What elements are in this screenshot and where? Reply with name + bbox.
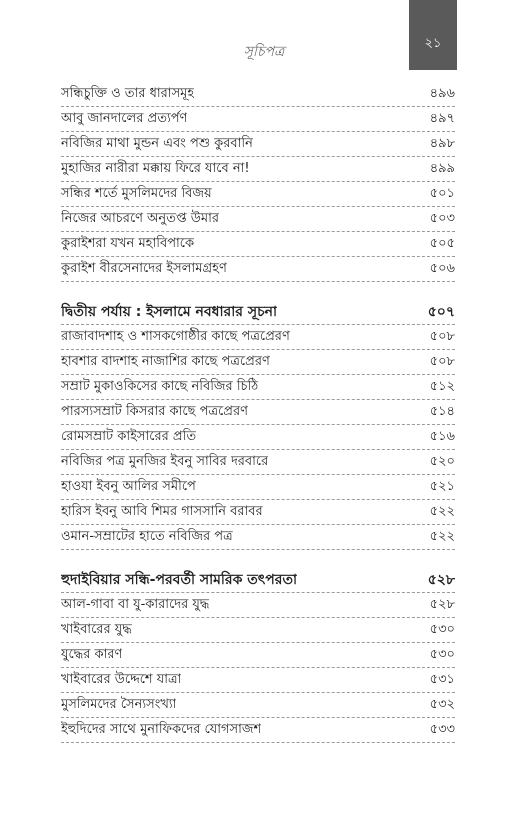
toc-entry-label: মুসলিমদের সৈন্যসংখ্যা xyxy=(61,697,177,712)
toc-entry-row xyxy=(61,132,455,157)
toc-entry-label: আবু জানদালের প্রত্যর্পণ xyxy=(61,111,188,126)
toc-entry-row xyxy=(61,425,455,450)
toc-entry-row xyxy=(61,207,455,232)
toc-entry-row xyxy=(61,82,455,107)
toc-entry-page: ৫০৮ xyxy=(429,354,455,369)
toc-entry-label: হাবশার বাদশাহ নাজাশির কাছে পত্রপ্রেরণ xyxy=(61,354,270,369)
toc-entry-label: রাজাবাদশাহ ও শাসকগোষ্ঠীর কাছে পত্রপ্রেরণ xyxy=(61,329,290,344)
toc-entry-row xyxy=(61,643,455,668)
toc-entry-page: ৪৯৬ xyxy=(429,86,455,101)
toc-entry-page: ৫৩০ xyxy=(429,647,455,662)
toc-entry-page: ৫৩২ xyxy=(429,697,455,712)
page-number: ২১ xyxy=(424,35,442,51)
toc-entry-page: ৪৯৯ xyxy=(429,161,455,176)
toc-entry-page: ৫৩০ xyxy=(429,622,455,637)
toc-entry-label: খাইবারের উদ্দেশে যাত্রা xyxy=(61,672,182,687)
toc-entry-row xyxy=(61,668,455,693)
table-of-contents xyxy=(61,82,455,761)
toc-entry-row xyxy=(61,450,455,475)
toc-section xyxy=(61,82,455,282)
toc-entry-page: ৪৯৭ xyxy=(429,111,455,126)
toc-entry-label: যুদ্ধের কারণ xyxy=(61,647,123,662)
toc-entry-label: দ্বিতীয় পর্যায় : ইসলামে নবধারার সূচনা xyxy=(61,304,278,320)
toc-entry-row xyxy=(61,475,455,500)
toc-entry-label: সন্ধির শর্তে মুসলিমদের বিজয় xyxy=(61,186,212,201)
toc-entry-row xyxy=(61,325,455,350)
toc-entry-label: কুরাইশ বীরসেনাদের ইসলামগ্রহণ xyxy=(61,261,227,276)
toc-entry-label: মুহাজির নারীরা মক্কায় ফিরে যাবে না! xyxy=(61,161,250,176)
toc-entry-label: ইহুদিদের সাথে মুনাফিকদের যোগসাজশ xyxy=(61,722,262,737)
page-number-tab xyxy=(409,0,457,70)
toc-entry-page: ৪৯৮ xyxy=(429,136,455,151)
toc-entry-page: ৫০১ xyxy=(429,186,455,201)
toc-entry-row xyxy=(61,350,455,375)
toc-entry-page: ৫০৭ xyxy=(427,304,455,320)
toc-entry-page: ৫২১ xyxy=(429,479,455,494)
toc-entry-row xyxy=(61,157,455,182)
toc-entry-page: ৫২২ xyxy=(429,529,455,544)
toc-heading-row xyxy=(61,300,455,325)
toc-entry-label: নবিজির পত্র মুনজির ইবনু সাবির দরবারে xyxy=(61,454,269,469)
toc-entry-label: সম্রাট মুকাওকিসের কাছে নবিজির চিঠি xyxy=(61,379,259,394)
toc-entry-label: পারস্যসম্রাট কিসরার কাছে পত্রপ্রেরণ xyxy=(61,404,248,419)
toc-section xyxy=(61,300,455,550)
toc-entry-page: ৫০৮ xyxy=(429,329,455,344)
toc-entry-page: ৫০৩ xyxy=(429,211,455,226)
toc-entry-row xyxy=(61,500,455,525)
toc-entry-row xyxy=(61,257,455,282)
toc-entry-page: ৫১২ xyxy=(429,379,455,394)
toc-section xyxy=(61,568,455,743)
toc-entry-label: রোমসম্রাট কাইসারের প্রতি xyxy=(61,429,197,444)
toc-entry-label: খাইবারের যুদ্ধ xyxy=(61,622,132,637)
toc-entry-label: ওমান-সম্রাটের হাতে নবিজির পত্র xyxy=(61,529,233,544)
toc-entry-page: ৫০৫ xyxy=(429,236,455,251)
toc-entry-row xyxy=(61,718,455,743)
toc-entry-row xyxy=(61,618,455,643)
toc-entry-label: আল-গাবা বা যু-কারাদের যুদ্ধ xyxy=(61,597,210,612)
toc-entry-row xyxy=(61,232,455,257)
toc-entry-page: ৫২৮ xyxy=(429,597,455,612)
toc-entry-row xyxy=(61,400,455,425)
toc-entry-label: হাওযা ইবনু আলির সমীপে xyxy=(61,479,196,494)
toc-entry-page: ৫৩১ xyxy=(429,672,455,687)
toc-entry-label: হুদাইবিয়ার সন্ধি-পরবর্তী সামরিক তৎপরতা xyxy=(61,572,298,588)
toc-entry-label: নিজের আচরণে অনুতপ্ত উমার xyxy=(61,211,220,226)
toc-entry-label: হারিস ইবনু আবি শিমর গাসসানি বরাবর xyxy=(61,504,263,519)
running-header-title: সূচিপত্র xyxy=(243,44,285,60)
toc-entry-row xyxy=(61,107,455,132)
toc-entry-row xyxy=(61,375,455,400)
toc-entry-label: কুরাইশরা যখন মহাবিপাকে xyxy=(61,236,195,251)
toc-entry-label: নবিজির মাথা মুন্ডন এবং পশু কুরবানি xyxy=(61,136,253,151)
toc-heading-row xyxy=(61,568,455,593)
toc-entry-page: ৫১৪ xyxy=(429,404,455,419)
toc-entry-row xyxy=(61,182,455,207)
toc-entry-row xyxy=(61,525,455,550)
toc-entry-row xyxy=(61,593,455,618)
toc-entry-page: ৫২০ xyxy=(429,454,455,469)
toc-entry-label: সন্ধিচুক্তি ও তার ধারাসমূহ xyxy=(61,86,195,101)
toc-entry-page: ৫০৬ xyxy=(429,261,455,276)
toc-entry-page: ৫৩৩ xyxy=(429,722,455,737)
toc-entry-row xyxy=(61,693,455,718)
toc-entry-page: ৫২২ xyxy=(429,504,455,519)
toc-entry-page: ৫২৮ xyxy=(427,572,455,588)
toc-entry-page: ৫১৬ xyxy=(429,429,455,444)
